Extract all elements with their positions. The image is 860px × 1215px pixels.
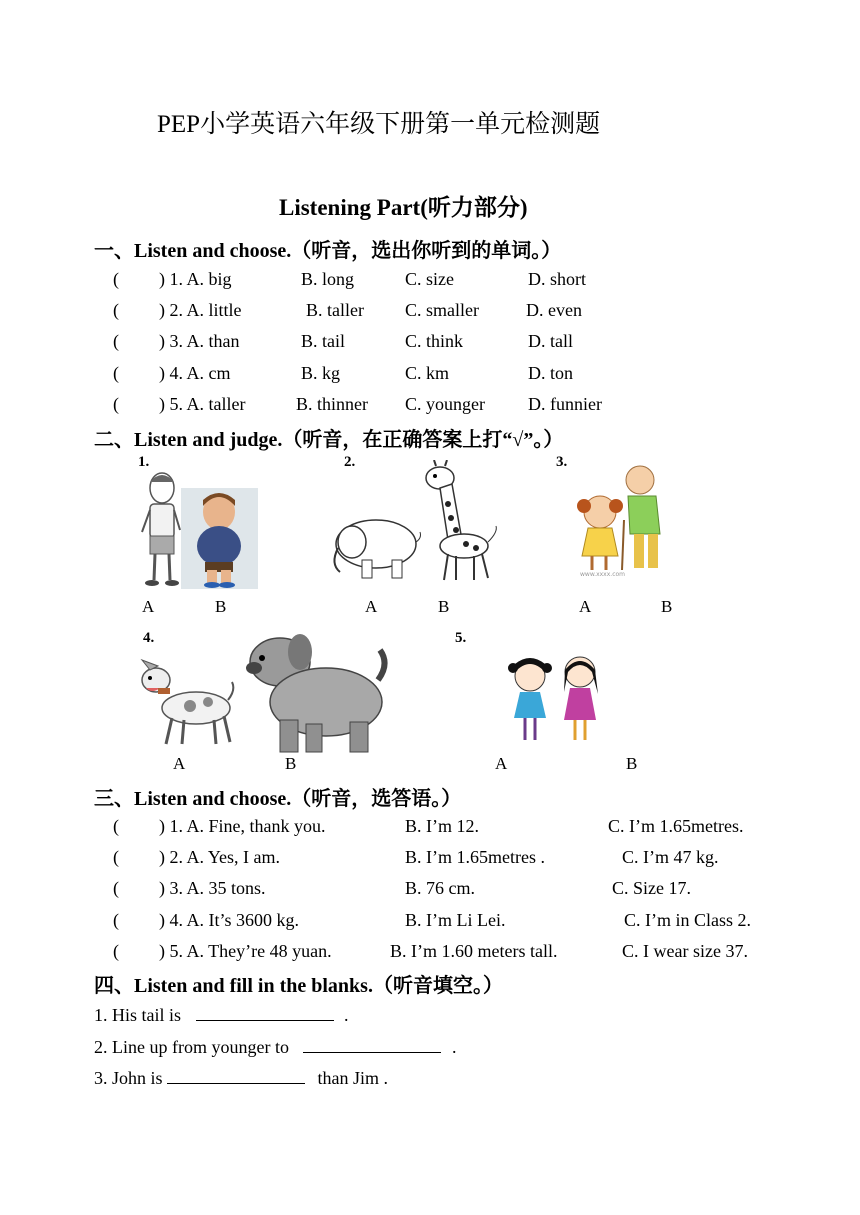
option-c: C. I wear size 37. — [622, 941, 748, 961]
option-b: B. thinner — [296, 394, 368, 414]
option-c: C. younger — [405, 394, 485, 414]
giraffe-illustration — [418, 460, 500, 584]
option-a: ) 5. A. They’re 48 yuan. — [159, 941, 332, 961]
option-b: B. 76 cm. — [405, 878, 475, 898]
option-b: B. long — [301, 269, 355, 289]
option-c: C. I’m in Class 2. — [624, 910, 752, 930]
answer-bracket: ( — [113, 941, 119, 961]
section-2-heading: 二、Listen and judge.（听音，在正确答案上打“√”。） — [94, 429, 564, 451]
answer-blank[interactable] — [167, 1067, 305, 1084]
option-c: C. I’m 47 kg. — [622, 847, 719, 867]
option-b: B. I’m 1.65metres . — [405, 847, 545, 867]
option-a-label: A — [142, 597, 155, 616]
svg-text:www.xxxx.com: www.xxxx.com — [580, 571, 626, 578]
item-number: 1. — [138, 454, 150, 470]
blank-suffix: . — [451, 1037, 457, 1057]
option-c: C. I’m 1.65metres. — [608, 816, 744, 836]
item-number: 2. — [344, 454, 356, 470]
option-a-label: A — [579, 597, 592, 616]
elephant-illustration — [326, 512, 424, 582]
option-d: D. even — [526, 300, 582, 320]
fill-blank-line — [94, 1067, 388, 1089]
answer-bracket: ( — [113, 847, 119, 867]
option-b-label: B — [626, 754, 638, 773]
answer-blank[interactable] — [196, 1004, 334, 1021]
option-c: C. think — [405, 331, 464, 351]
option-a: ) 3. A. 35 tons. — [159, 878, 266, 898]
option-a-label: A — [173, 754, 186, 773]
section-4-heading: 四、Listen and fill in the blanks.（听音填空。） — [94, 975, 503, 997]
option-d: D. tall — [528, 331, 573, 351]
option-b: B. taller — [306, 300, 364, 320]
small-dog-illustration — [136, 656, 236, 748]
option-b: B. kg — [301, 363, 341, 383]
option-a: ) 4. A. cm — [159, 363, 231, 383]
option-d: D. short — [528, 269, 586, 289]
option-b-label: B — [438, 597, 450, 616]
answer-bracket: ( — [113, 910, 119, 930]
option-a: ) 2. A. little — [159, 300, 242, 320]
option-a: ) 4. A. It’s 3600 kg. — [159, 910, 300, 930]
item-number: 4. — [143, 630, 155, 646]
option-b-label: B — [215, 597, 227, 616]
answer-bracket: ( — [113, 394, 119, 414]
option-c: C. Size 17. — [612, 878, 691, 898]
blank-prefix: 1. His tail is — [94, 1005, 182, 1025]
answer-bracket: ( — [113, 331, 119, 351]
option-a: ) 2. A. Yes, I am. — [159, 847, 281, 867]
option-b-label: B — [661, 597, 673, 616]
answer-bracket: ( — [113, 269, 119, 289]
blank-suffix: . — [344, 1005, 349, 1025]
blank-prefix: 2. Line up from younger to — [94, 1037, 289, 1057]
option-a: ) 5. A. taller — [159, 394, 246, 414]
page-title: PEP小学英语六年级下册第一单元检测题 — [157, 111, 601, 138]
item-number: 3. — [556, 454, 568, 470]
option-b: B. I’m 1.60 meters tall. — [390, 941, 558, 961]
fat-boy-illustration — [181, 488, 258, 589]
option-a-label: A — [495, 754, 508, 773]
fill-blank-line — [94, 1004, 349, 1026]
option-c: C. km — [405, 363, 450, 383]
option-b: B. I’m 12. — [405, 816, 479, 836]
option-b: B. I’m Li Lei. — [405, 910, 506, 930]
big-dog-illustration — [240, 628, 390, 756]
option-c: C. size — [405, 269, 454, 289]
thin-boy-illustration — [136, 470, 186, 590]
option-c: C. smaller — [405, 300, 479, 320]
part-subtitle: Listening Part(听力部分) — [279, 195, 528, 220]
option-a: ) 3. A. than — [159, 331, 240, 351]
option-a-label: A — [365, 597, 378, 616]
item-number: 5. — [455, 630, 467, 646]
answer-bracket: ( — [113, 363, 119, 383]
option-d: D. funnier — [528, 394, 602, 414]
option-a: ) 1. A. big — [159, 269, 232, 289]
section-3-heading: 三、Listen and choose.（听音，选答语。） — [94, 788, 462, 810]
answer-blank[interactable] — [303, 1036, 441, 1053]
fill-blank-line — [94, 1036, 456, 1058]
option-a: ) 1. A. Fine, thank you. — [159, 816, 326, 836]
two-girls-illustration — [508, 650, 608, 744]
answer-bracket: ( — [113, 816, 119, 836]
girl-and-grandpa-illustration — [572, 460, 692, 578]
option-d: D. ton — [528, 363, 573, 383]
section-1-heading: 一、Listen and choose.（听音，选出你听到的单词。） — [94, 240, 562, 262]
answer-bracket: ( — [113, 878, 119, 898]
blank-prefix: 3. John is — [94, 1068, 163, 1088]
option-b: B. tail — [301, 331, 345, 351]
answer-bracket: ( — [113, 300, 119, 320]
blank-suffix: than Jim . — [317, 1068, 389, 1088]
option-b-label: B — [285, 754, 297, 773]
